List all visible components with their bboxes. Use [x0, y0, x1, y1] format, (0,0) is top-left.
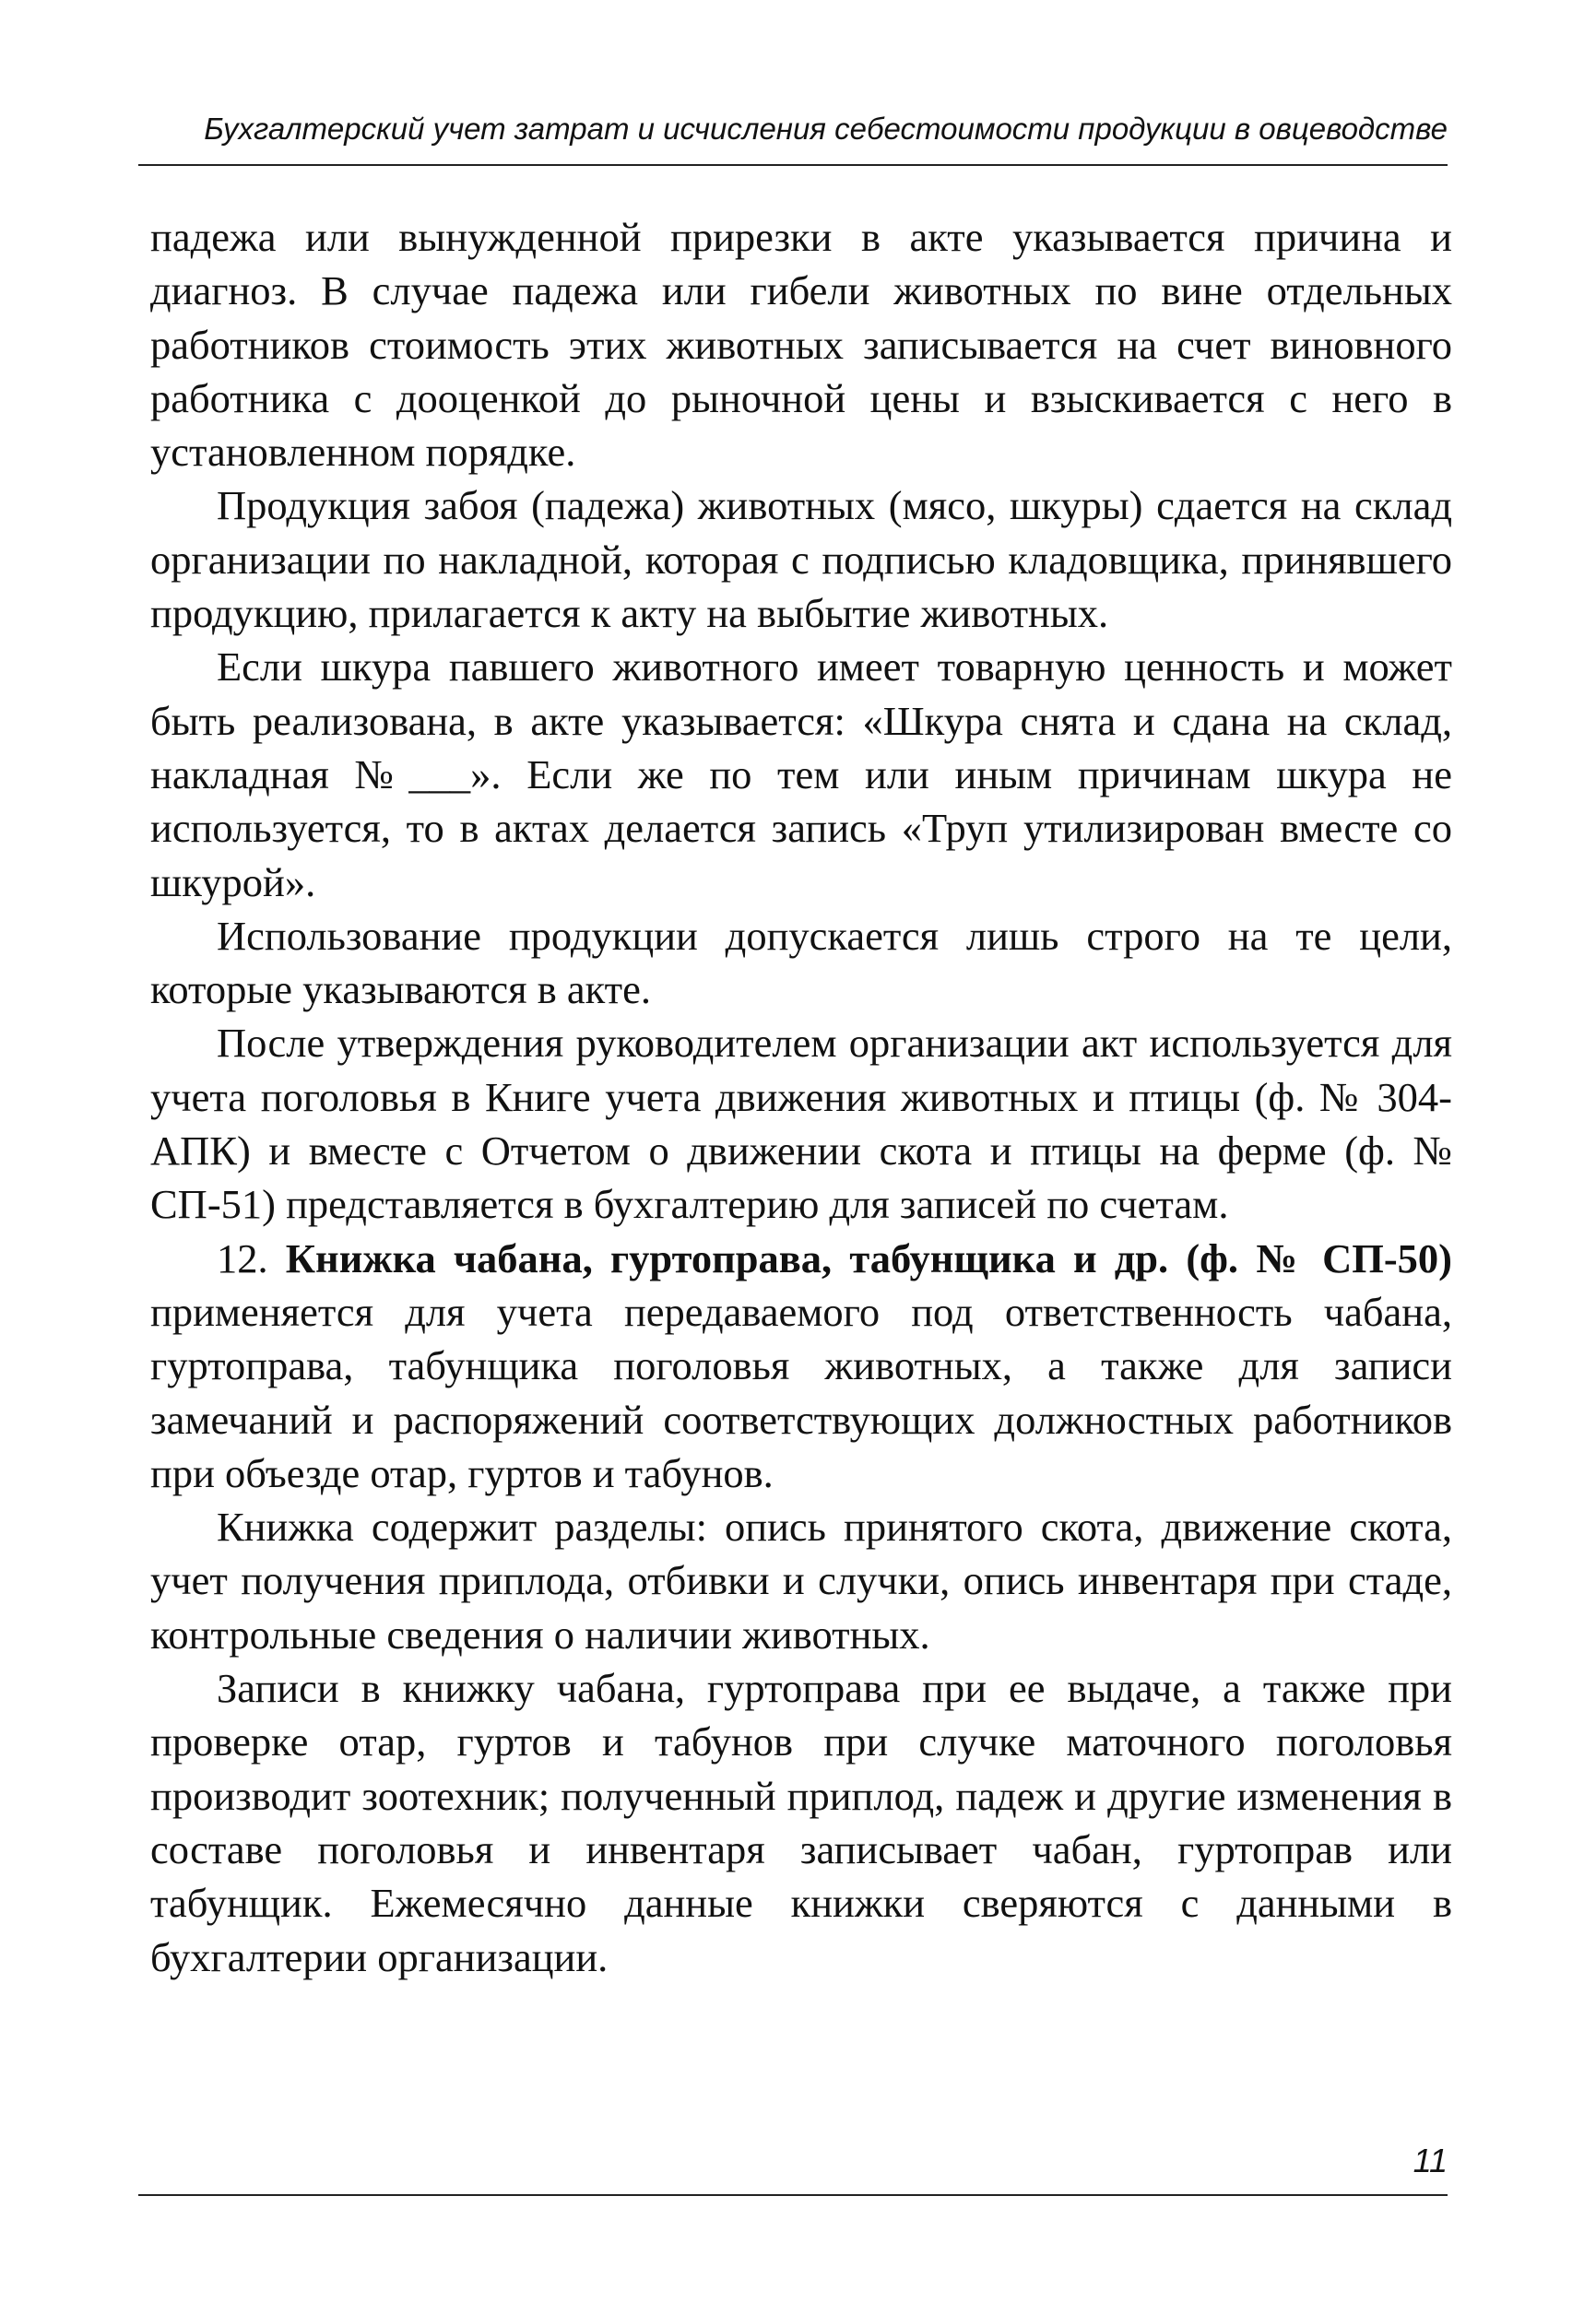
paragraph-2: Продукция забоя (падежа) животных (мясо, шкуры) сдается на склад организации по накладной, которая с подписью кладовщика, принявшего продукцию, прилагается к акту на выбытие животных.: [150, 482, 1452, 637]
running-header: Бухгалтерский учет затрат и исчисления себестоимости продукции в овцеводстве: [204, 112, 1448, 146]
form-title: Книжка чабана, гуртоправа, табунщика и др. (ф. № СП-50): [285, 1234, 1452, 1281]
page-number: 11: [1413, 2142, 1448, 2179]
paragraph-1: падежа или вынужденной прирезки в акте указывается причина и диагноз. В случае падежа или гибели животных по вине отдельных работников стоимость этих животных записывается на счет виновного работника с дооценкой до рыночной цены и взыскивается с него в установленном порядке.: [150, 214, 1452, 476]
header-rule: [138, 164, 1448, 166]
paragraph-7: Книжка содержит разделы: опись принятого скота, движение скота, учет получения приплода, отбивки и случки, опись инвентаря при стаде, контрольные сведения о наличии животных.: [150, 1504, 1452, 1658]
paragraph-3: Если шкура павшего животного имеет товарную ценность и может быть реализована, в акте указывается: «Шкура снята и сдана на склад, накладная №___». Если же по тем или иным причинам шкура не используется, то в актах делается запись «Труп утилизирован вместе со шкурой».: [150, 643, 1452, 905]
paragraph-6: [150, 1232, 1452, 1500]
paragraph-8: Записи в книжку чабана, гуртоправа при ее выдаче, а также при проверке отар, гуртов и табунов при случке маточного поголовья производит зоотехник; полученный приплод, падеж и другие изменения в составе поголовья и инвентаря записывает чабан, гуртоправ или табунщик. Ежемесячно данные книжки сверяются с данными в бухгалтерии организации.: [150, 1665, 1452, 1980]
paragraph-4: Использование продукции допускается лишь строго на те цели, которые указываются в акте.: [150, 912, 1452, 1013]
paragraph-5: После утверждения руководителем организации акт используется для учета поголовья в Книге учета движения животных и птицы (ф. № 304-АПК) и вместе с Отчетом о движении скота и птицы на ферме (ф. № СП-51) представляется в бухгалтерию для записей по счетам.: [150, 1020, 1452, 1228]
body-text: [150, 210, 1452, 1984]
paragraph-6-text: применяется для учета передаваемого под ответственность чабана, гуртоправа, табунщика поголовья животных, а также для записи замечаний и распоряжений соответствующих должностных работников при объезде отар, гуртов и табунов.: [150, 1288, 1452, 1496]
footer-rule: [138, 2194, 1448, 2196]
item-number: 12.: [217, 1234, 268, 1281]
